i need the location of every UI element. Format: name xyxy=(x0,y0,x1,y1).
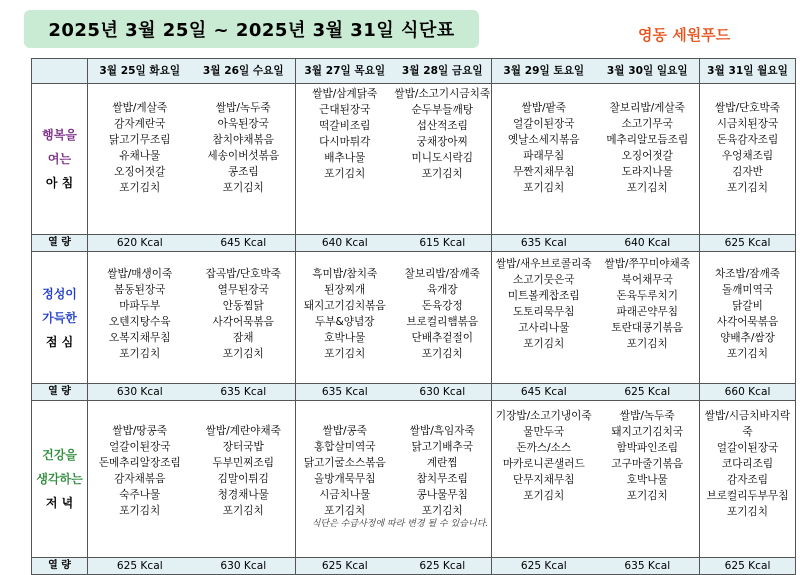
menu-item: 숙주나물 xyxy=(119,489,161,501)
day-menu xyxy=(296,86,394,182)
menu-item: 세송이버섯볶음 xyxy=(207,150,280,162)
kcal-value: 625 Kcal xyxy=(624,386,671,398)
menu-item: 돼지고기김치볶음 xyxy=(303,300,386,312)
kcal-label: 열 량 xyxy=(32,558,88,575)
menu-item: 아욱된장국 xyxy=(217,118,269,130)
menu-item: 시금치된장국 xyxy=(716,118,779,130)
day-header: 3월 31일 월요일 xyxy=(707,65,788,77)
kcal-value: 630 Kcal xyxy=(419,386,466,398)
day-menu xyxy=(88,100,192,196)
menu-item: 오복지채무침 xyxy=(109,332,171,344)
meal-label-line: 여는 xyxy=(47,152,72,166)
menu-cell xyxy=(700,252,796,384)
menu-item: 올방개묵무침 xyxy=(314,473,376,485)
kcal-cell xyxy=(492,384,700,401)
menu-item: 잡곡밥/단호박죽 xyxy=(205,268,281,280)
menu-item: 무짠지채무침 xyxy=(513,166,575,178)
menu-item: 감자조림 xyxy=(727,474,768,486)
menu-item: 참치무조림 xyxy=(416,473,468,485)
menu-item: 근대된장국 xyxy=(319,104,371,116)
kcal-cell xyxy=(296,384,492,401)
menu-item: 쌀밥/삼계닭죽 xyxy=(312,88,378,100)
lunch-kcal-row xyxy=(32,384,796,401)
menu-item: 콩나물무침 xyxy=(416,489,468,501)
menu-item: 닭고기무조림 xyxy=(109,134,171,146)
kcal-cell xyxy=(88,384,296,401)
menu-item: 궁채장아찌 xyxy=(416,136,468,148)
menu-item: 브로컬리두부무침 xyxy=(706,490,789,502)
menu-item: 돈메추리알장조림 xyxy=(98,457,181,469)
menu-item: 닭고기배추국 xyxy=(411,441,473,453)
menu-item: 단무지채무침 xyxy=(513,474,575,486)
kcal-value: 620 Kcal xyxy=(116,237,163,249)
company-name: 영동 세원푸드 xyxy=(638,26,731,44)
menu-item: 소고기무국 xyxy=(621,118,673,130)
menu-item: 북어채무국 xyxy=(621,274,673,286)
header-cell-sat-sun xyxy=(492,59,700,84)
menu-item: 쌀밥/녹두죽 xyxy=(619,410,675,422)
menu-item: 옛날소세지볶음 xyxy=(507,134,580,146)
day-menu xyxy=(394,423,492,519)
kcal-value: 645 Kcal xyxy=(220,237,267,249)
menu-item: 된장찌개 xyxy=(324,284,366,296)
menu-item: 포기김치 xyxy=(421,348,463,360)
menu-item: 육개장 xyxy=(426,284,458,296)
menu-item: 포기김치 xyxy=(421,505,463,517)
menu-item: 돈까스/소스 xyxy=(516,442,572,454)
day-menu xyxy=(700,100,795,196)
menu-item: 떡갈비조림 xyxy=(319,120,371,132)
menu-item: 사각어묵볶음 xyxy=(212,316,274,328)
menu-item: 두부민찌조림 xyxy=(212,457,274,469)
menu-item: 쌀밥/콩죽 xyxy=(322,425,367,437)
day-header: 3월 25일 화요일 xyxy=(99,65,181,77)
kcal-value: 660 Kcal xyxy=(724,386,771,398)
menu-item: 돈육강정 xyxy=(421,300,463,312)
menu-item: 포기김치 xyxy=(523,338,565,350)
kcal-value: 625 Kcal xyxy=(724,560,771,572)
day-menu xyxy=(700,408,795,520)
meal-label-line: 아 침 xyxy=(45,176,74,190)
menu-item: 브로컬리햄볶음 xyxy=(406,316,479,328)
kcal-cell xyxy=(492,558,700,575)
menu-cell xyxy=(492,84,700,235)
menu-cell xyxy=(492,401,700,558)
menu-item: 김말이튀김 xyxy=(217,473,269,485)
kcal-label: 열 량 xyxy=(32,384,88,401)
breakfast-label xyxy=(32,84,88,235)
menu-item: 감자계란국 xyxy=(114,118,166,130)
day-header: 3월 29일 토요일 xyxy=(503,65,585,77)
menu-item: 장터국밥 xyxy=(222,441,264,453)
menu-item: 돼지고기김치국 xyxy=(611,426,684,438)
menu-item: 잠채 xyxy=(233,332,254,344)
page-title: 2025년 3월 25일 ~ 2025년 3월 31일 식단표 xyxy=(24,10,479,48)
menu-item: 쌀밥/땅콩죽 xyxy=(112,425,168,437)
footnote: 식단은 수급사정에 따라 변경 될 수 있습니다. xyxy=(311,519,489,529)
menu-item: 코다리조림 xyxy=(721,458,774,470)
menu-item: 참치야채볶음 xyxy=(212,134,274,146)
menu-item: 닭고기굴소스볶음 xyxy=(303,457,386,469)
menu-item: 다시마튀각 xyxy=(319,136,371,148)
menu-item: 섭산적조림 xyxy=(416,120,468,132)
menu-item: 쌀밥/게살죽 xyxy=(112,102,168,114)
menu-item: 두부&양념장 xyxy=(315,316,375,328)
menu-item: 함박파인조림 xyxy=(616,442,678,454)
menu-item: 포기김치 xyxy=(626,490,668,502)
menu-item: 토란대콩기볶음 xyxy=(611,322,684,334)
day-menu xyxy=(492,100,596,196)
menu-item: 기장밥/소고기냉이죽 xyxy=(495,410,592,422)
menu-item: 포기김치 xyxy=(727,348,768,360)
menu-item: 포기김치 xyxy=(727,182,768,194)
day-menu xyxy=(88,423,192,519)
day-menu xyxy=(596,100,700,196)
dinner-row xyxy=(32,401,796,558)
header-row xyxy=(32,59,796,84)
breakfast-row xyxy=(32,84,796,235)
menu-item: 마카로니콘샐러드 xyxy=(502,458,585,470)
menu-item: 포기김치 xyxy=(421,168,463,180)
menu-item: 미니도시락김 xyxy=(411,152,473,164)
menu-item: 열무된장국 xyxy=(217,284,269,296)
kcal-value: 635 Kcal xyxy=(520,237,567,249)
menu-item: 포기김치 xyxy=(119,505,161,517)
header-cell-thu-fri xyxy=(296,59,492,84)
menu-item: 포기김치 xyxy=(523,490,565,502)
kcal-value: 615 Kcal xyxy=(419,237,466,249)
menu-cell xyxy=(700,401,796,558)
kcal-value: 625 Kcal xyxy=(724,237,771,249)
menu-item: 쌀밥/쭈꾸미야채죽 xyxy=(604,258,690,270)
day-menu xyxy=(596,256,700,352)
menu-item: 쌀밥/매생이죽 xyxy=(107,268,173,280)
menu-item: 얼갈이된장국 xyxy=(109,441,171,453)
menu-item: 찰보리밥/게살죽 xyxy=(609,102,685,114)
menu-item: 감자채볶음 xyxy=(114,473,166,485)
dinner-kcal-row xyxy=(32,558,796,575)
day-menu xyxy=(88,266,192,362)
kcal-value: 645 Kcal xyxy=(520,386,567,398)
menu-item: 단배추겉절이 xyxy=(411,332,473,344)
menu-item: 오텐지탕수육 xyxy=(109,316,171,328)
menu-item: 포기김치 xyxy=(324,348,366,360)
menu-item: 메추리알모듬조림 xyxy=(606,134,689,146)
menu-item: 차조밥/잠깨죽 xyxy=(715,268,780,280)
day-header: 3월 28일 금요일 xyxy=(401,65,483,77)
menu-item: 호박나물 xyxy=(324,332,366,344)
day-header: 3월 26일 수요일 xyxy=(202,65,284,77)
menu-item: 미트볼케찹조림 xyxy=(507,290,580,302)
menu-item: 포기김치 xyxy=(119,182,161,194)
day-header: 3월 27일 목요일 xyxy=(304,65,386,77)
breakfast-kcal-row xyxy=(32,235,796,252)
day-menu xyxy=(394,86,492,182)
menu-item: 유채나물 xyxy=(119,150,161,162)
header-cell-mon xyxy=(700,59,796,84)
kcal-value: 635 Kcal xyxy=(220,386,267,398)
menu-item: 쌀밥/소고기시금치죽 xyxy=(394,88,491,100)
kcal-cell xyxy=(700,235,796,252)
lunch-row xyxy=(32,252,796,384)
menu-item: 청경채나물 xyxy=(217,489,269,501)
day-menu xyxy=(596,408,700,504)
meal-label-line: 생각하는 xyxy=(36,472,83,486)
lunch-label xyxy=(32,252,88,384)
menu-item: 쌀밥/흑임자죽 xyxy=(409,425,475,437)
menu-item: 콩조림 xyxy=(227,166,259,178)
menu-item: 봄동된장국 xyxy=(114,284,166,296)
header-blank xyxy=(32,59,88,84)
menu-item: 사각어묵볶음 xyxy=(716,316,779,328)
menu-item: 배추나물 xyxy=(324,152,366,164)
menu-cell xyxy=(700,84,796,235)
menu-item: 쌀밥/시금치바지락죽 xyxy=(704,410,791,438)
meal-label-line: 저 녁 xyxy=(45,496,74,510)
menu-item: 쌀밥/녹두죽 xyxy=(215,102,271,114)
menu-item: 계란찜 xyxy=(426,457,458,469)
menu-item: 포기김치 xyxy=(222,505,264,517)
menu-item: 우엉채조림 xyxy=(721,150,774,162)
menu-item: 고구마줄기볶음 xyxy=(611,458,684,470)
menu-item: 쌀밥/단호박죽 xyxy=(715,102,780,114)
kcal-cell xyxy=(492,235,700,252)
menu-item: 파래무침 xyxy=(523,150,565,162)
menu-item: 오징어젓갈 xyxy=(114,166,166,178)
menu-table xyxy=(31,58,796,575)
day-header: 3월 30일 일요일 xyxy=(606,65,688,77)
menu-item: 안동찜닭 xyxy=(222,300,264,312)
meal-label-line: 정성이 xyxy=(42,286,77,301)
kcal-cell xyxy=(296,558,492,575)
menu-item: 김자반 xyxy=(732,166,763,178)
menu-item: 물만두국 xyxy=(523,426,565,438)
day-menu xyxy=(192,423,296,519)
menu-item: 쌀밥/계란야채죽 xyxy=(205,425,281,437)
menu-item: 포기김치 xyxy=(523,182,565,194)
menu-item: 순두부들깨탕 xyxy=(411,104,473,116)
menu-item: 돈육감자조림 xyxy=(716,134,779,146)
day-menu xyxy=(394,266,492,362)
header-cell-tue-wed xyxy=(88,59,296,84)
menu-item: 포기김치 xyxy=(626,338,668,350)
menu-item: 포기김치 xyxy=(119,348,161,360)
day-menu xyxy=(192,100,296,196)
kcal-value: 635 Kcal xyxy=(321,386,368,398)
meal-label-line: 가득한 xyxy=(42,310,77,325)
menu-item: 포기김치 xyxy=(324,505,366,517)
day-menu xyxy=(492,408,596,504)
menu-item: 도토리묵무침 xyxy=(513,306,575,318)
kcal-value: 635 Kcal xyxy=(624,560,671,572)
menu-item: 돈육두루치기 xyxy=(616,290,678,302)
kcal-value: 630 Kcal xyxy=(116,386,163,398)
menu-item: 닭갈비 xyxy=(732,300,763,312)
menu-cell xyxy=(88,252,296,384)
kcal-cell xyxy=(88,558,296,575)
menu-item: 포기김치 xyxy=(324,168,366,180)
menu-item: 포기김치 xyxy=(222,348,264,360)
meal-label-line: 행복을 xyxy=(42,128,77,142)
menu-item: 포기김치 xyxy=(222,182,264,194)
kcal-value: 625 Kcal xyxy=(520,560,567,572)
menu-item: 쌀밥/새우브로콜리죽 xyxy=(495,258,592,270)
menu-cell xyxy=(492,252,700,384)
meal-label-line: 점 심 xyxy=(45,334,74,349)
menu-item: 호박나물 xyxy=(626,474,668,486)
kcal-label: 열 량 xyxy=(32,235,88,252)
menu-cell xyxy=(88,84,296,235)
kcal-value: 625 Kcal xyxy=(116,560,163,572)
menu-item: 포기김치 xyxy=(727,506,768,518)
dinner-label xyxy=(32,401,88,558)
menu-item: 흑미밥/참치죽 xyxy=(312,268,378,280)
menu-item: 얼갈이된장국 xyxy=(513,118,575,130)
menu-item: 고사리나물 xyxy=(518,322,570,334)
menu-item: 시금치나물 xyxy=(319,489,371,501)
menu-cell xyxy=(296,401,492,558)
menu-item: 돌깨미역국 xyxy=(721,284,774,296)
kcal-cell xyxy=(700,384,796,401)
menu-item: 도라지나물 xyxy=(621,166,673,178)
menu-item: 얼갈이된장국 xyxy=(716,442,779,454)
menu-item: 소고기뭇은국 xyxy=(513,274,575,286)
menu-item: 오징어젓갈 xyxy=(621,150,673,162)
kcal-value: 625 Kcal xyxy=(321,560,368,572)
kcal-value: 640 Kcal xyxy=(321,237,368,249)
kcal-cell xyxy=(88,235,296,252)
menu-item: 찰보리밥/잠깨죽 xyxy=(404,268,480,280)
meal-label-line: 건강을 xyxy=(42,448,77,462)
kcal-cell xyxy=(700,558,796,575)
menu-item: 쌀밥/팥죽 xyxy=(521,102,566,114)
kcal-value: 630 Kcal xyxy=(220,560,267,572)
menu-cell xyxy=(296,84,492,235)
kcal-value: 640 Kcal xyxy=(624,237,671,249)
menu-item: 포기김치 xyxy=(626,182,668,194)
day-menu xyxy=(700,266,795,362)
day-menu xyxy=(296,423,394,519)
menu-item: 양배추/쌈장 xyxy=(720,332,775,344)
day-menu xyxy=(192,266,296,362)
menu-item: 마파두부 xyxy=(119,300,161,312)
menu-cell xyxy=(88,401,296,558)
menu-cell xyxy=(296,252,492,384)
menu-item: 파래곤약무침 xyxy=(616,306,678,318)
kcal-value: 625 Kcal xyxy=(419,560,466,572)
day-menu xyxy=(296,266,394,362)
day-menu xyxy=(492,256,596,352)
kcal-cell xyxy=(296,235,492,252)
menu-item: 홍합살미역국 xyxy=(314,441,376,453)
